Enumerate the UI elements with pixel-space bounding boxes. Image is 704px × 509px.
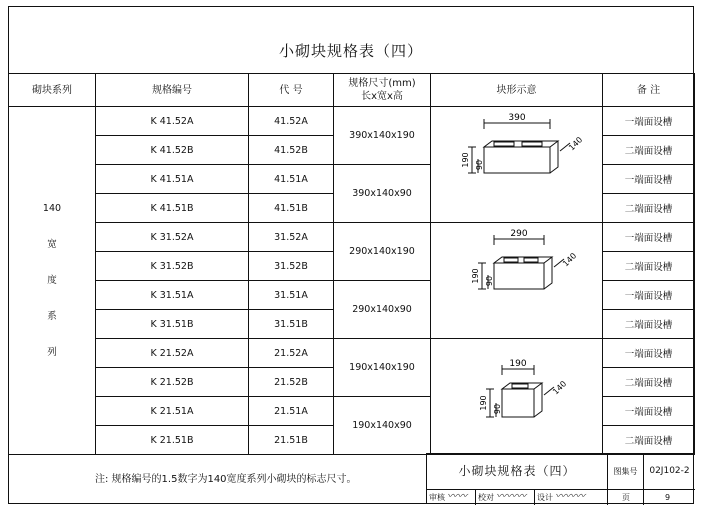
atlas-number-label: 图集号 (608, 454, 644, 490)
remark-cell: 二端面设槽 (603, 252, 695, 281)
designation-cell: 31.51A (249, 281, 334, 310)
remark-cell: 二端面设槽 (603, 194, 695, 223)
divider (534, 490, 535, 505)
shape-width-label: 140 (550, 379, 568, 397)
review-label: 审核 (429, 493, 445, 502)
code-cell: K 41.52A (96, 107, 249, 136)
header-remark: 备 注 (603, 74, 695, 107)
designation-cell: 41.51B (249, 194, 334, 223)
remark-cell: 二端面设槽 (603, 426, 695, 455)
header-shape: 块形示意 (431, 74, 603, 107)
size-cell: 390x140x90 (334, 165, 431, 223)
header-size (334, 74, 431, 107)
divider (607, 490, 608, 505)
series-label-width: 140 (42, 202, 62, 214)
designation-cell: 41.52B (249, 136, 334, 165)
code-cell: K 21.51B (96, 426, 249, 455)
size-cell: 290x140x90 (334, 281, 431, 339)
shape-h2-label: 90 (484, 275, 494, 287)
title-block (426, 453, 694, 504)
remark-cell: 一端面设槽 (603, 107, 695, 136)
shape-width-label: 140 (566, 135, 584, 153)
size-cell: 290x140x190 (334, 223, 431, 281)
designation-cell: 41.52A (249, 107, 334, 136)
remark-cell: 二端面设槽 (603, 368, 695, 397)
code-cell: K 21.51A (96, 397, 249, 426)
remark-cell: 一端面设槽 (603, 223, 695, 252)
series-label-char: 宽 (47, 238, 57, 250)
shape-length-label: 290 (509, 229, 528, 239)
remark-cell: 一端面设槽 (603, 165, 695, 194)
code-cell: K 31.52B (96, 252, 249, 281)
title-block-title: 小砌块规格表（四） (427, 454, 608, 490)
size-cell: 190x140x90 (334, 397, 431, 455)
block-390-diagram (432, 107, 602, 219)
code-cell: K 41.51A (96, 165, 249, 194)
header-size-line2: 长x宽x高 (361, 91, 403, 102)
designation-cell: 41.51A (249, 165, 334, 194)
page-title: 小砌块规格表（四） (278, 42, 423, 60)
remark-cell: 一端面设槽 (603, 339, 695, 368)
design-label: 设计 (537, 493, 553, 502)
header-series: 砌块系列 (9, 74, 96, 107)
remark-cell: 二端面设槽 (603, 310, 695, 339)
atlas-number: 02J102-2 (644, 454, 695, 490)
approval-row (427, 490, 695, 505)
series-label-char: 系 (47, 310, 57, 322)
spec-table (8, 73, 695, 455)
series-label-char: 度 (47, 274, 57, 286)
reviewer-signature: 〰〰 (447, 491, 467, 502)
shape-cell (431, 223, 603, 339)
table-row (9, 107, 695, 136)
remark-cell: 一端面设槽 (603, 281, 695, 310)
shape-length-label: 390 (507, 113, 526, 123)
remark-cell: 一端面设槽 (603, 397, 695, 426)
designation-cell: 31.51B (249, 310, 334, 339)
designation-cell: 21.52B (249, 368, 334, 397)
page-label: 页 (622, 493, 630, 502)
code-cell: K 31.52A (96, 223, 249, 252)
code-cell: K 41.52B (96, 136, 249, 165)
divider (643, 490, 644, 505)
code-cell: K 41.51B (96, 194, 249, 223)
shape-h1-label: 190 (460, 152, 470, 168)
header-row (9, 74, 695, 107)
header-code: 规格编号 (96, 74, 249, 107)
header-designation: 代 号 (249, 74, 334, 107)
series-label-char: 列 (47, 346, 57, 358)
shape-cell (431, 107, 603, 223)
series-cell (9, 107, 96, 455)
code-cell: K 31.51A (96, 281, 249, 310)
shape-cell (431, 339, 603, 455)
shape-h1-label: 190 (478, 395, 488, 411)
checker-signature: 〰〰〰 (496, 491, 526, 502)
size-cell: 390x140x190 (334, 107, 431, 165)
block-290-diagram (432, 223, 602, 335)
shape-h2-label: 90 (492, 403, 502, 415)
designation-cell: 21.51A (249, 397, 334, 426)
designation-cell: 21.51B (249, 426, 334, 455)
block-190-diagram (432, 339, 602, 451)
size-cell: 190x140x190 (334, 339, 431, 397)
code-cell: K 31.51B (96, 310, 249, 339)
code-cell: K 21.52A (96, 339, 249, 368)
designer-signature: 〰〰〰 (555, 491, 585, 502)
table-row (9, 339, 695, 368)
shape-width-label: 140 (560, 251, 578, 269)
header-size-line1: 规格尺寸(mm) (348, 78, 416, 89)
check-label: 校对 (478, 493, 494, 502)
shape-h1-label: 190 (470, 268, 480, 284)
code-cell: K 21.52B (96, 368, 249, 397)
divider (475, 490, 476, 505)
designation-cell: 21.52A (249, 339, 334, 368)
designation-cell: 31.52B (249, 252, 334, 281)
page-number: 9 (665, 493, 671, 502)
designation-cell: 31.52A (249, 223, 334, 252)
table-row (9, 223, 695, 252)
shape-length-label: 190 (508, 359, 527, 369)
remark-cell: 二端面设槽 (603, 136, 695, 165)
footnote: 注: 规格编号的1.5数字为140宽度系列小砌块的标志尺寸。 (95, 474, 357, 485)
shape-h2-label: 90 (474, 159, 484, 171)
